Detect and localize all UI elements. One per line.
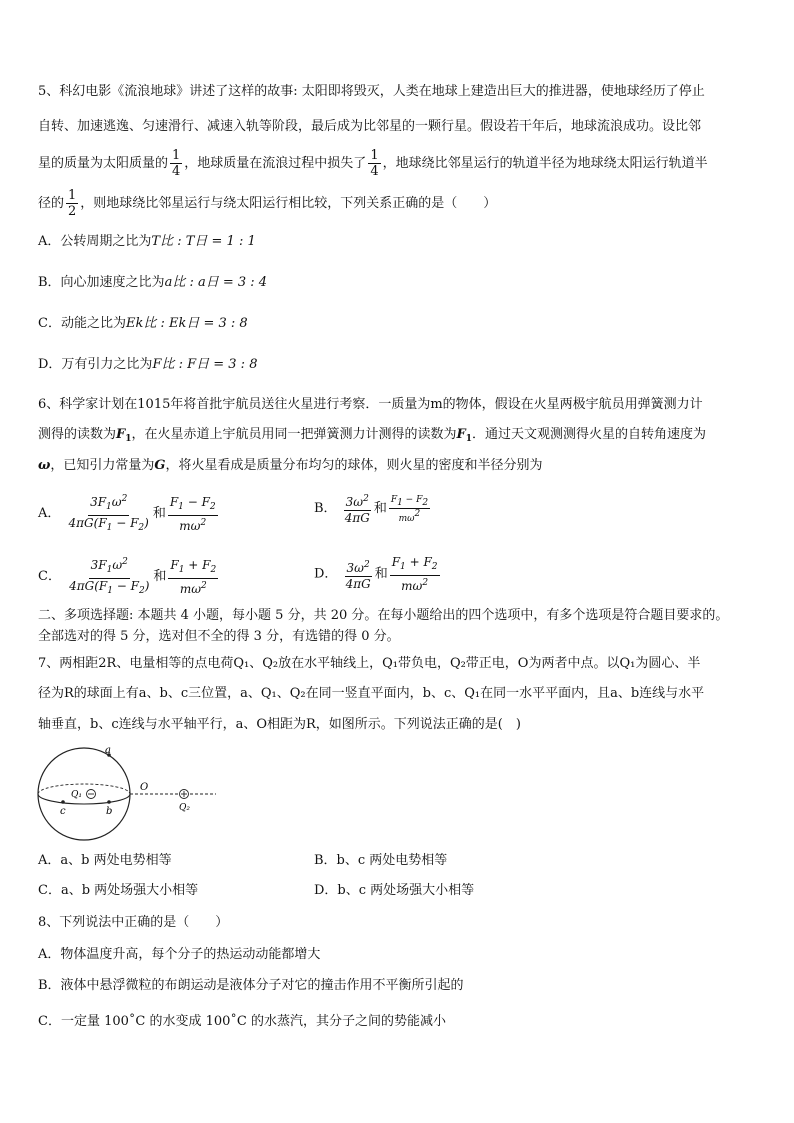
section-2-heading-2: 全部选对的得 5 分，选对但不全的得 3 分，有选错的得 0 分。 xyxy=(38,629,400,644)
q7-line-1: 7、两相距2R、电量相等的点电荷Q₁、Q₂放在水平轴线上，Q₁带负电，Q₂带正电，O为两者中点。以Q₁为圆心、半 xyxy=(38,656,701,671)
label-a: a xyxy=(105,745,111,756)
label-c: c xyxy=(60,806,66,817)
q7-line-3: 轴垂直，b、c连线与水平轴平行，a、O相距为R，如图所示。下列说法正确的是( ) xyxy=(38,717,521,732)
q7-option-d: D．b、c 两处场强大小相等 xyxy=(314,883,475,898)
q6-line-2: 测得的读数为$F_1$，在火星赤道上宇航员用同一把弹簧测力计测得的读数为$F_1$．通过天文观测测得火星的自转角速度为 xyxy=(38,427,707,444)
fraction-one-half: $\frac{1}{2}$ xyxy=(68,188,77,219)
q5-option-c: C．动能之比为Ek比 : Ek日 = 3 : 8 xyxy=(38,316,248,331)
q6-option-c: C． $\frac{3F_1\omega^2}{4\pi G(F_1 - F_2)}$ 和 $\frac{F_1 + F_2}{m\omega^2}$ xyxy=(38,557,217,596)
q6-line-1: 6、科学家计划在1015年将首批宇航员送往火星进行考察．一质量为m的物体，假设在火星两极宇航员用弹簧测力计 xyxy=(38,397,703,412)
q5-option-b: B．向心加速度之比为a比 : a日 = 3 : 4 xyxy=(38,275,268,290)
q5-option-d: D．万有引力之比为F比 : F日 = 3 : 8 xyxy=(38,357,258,372)
q6-option-b: B． $\frac{3\omega^2}{4\pi G}$ 和 $\frac{F1 - F2}{m\omega 2}$ xyxy=(314,494,429,525)
q5-line-1: 5、科幻电影《流浪地球》讲述了这样的故事: 太阳即将毁灭，人类在地球上建造出巨大的推进器，使地球经历了停止 xyxy=(38,84,705,99)
q8-option-b: B．液体中悬浮微粒的布朗运动是液体分子对它的撞击作用不平衡所引起的 xyxy=(38,978,464,993)
q7-option-a: A．a、b 两处电势相等 xyxy=(38,853,172,868)
q6-option-a: A． $\frac{3F_1\omega^2}{4\pi G(F_1 - F_2)}$ 和 $\frac{F_1 - F_2}{m\omega^2}$ xyxy=(38,494,216,533)
q6-line-3: ω，已知引力常量为G，将火星看成是质量分布均匀的球体，则火星的密度和半径分别为 xyxy=(38,458,543,473)
q7-option-c: C．a、b 两处场强大小相等 xyxy=(38,883,199,898)
q5-option-a: A．公转周期之比为T比 : T日 = 1 : 1 xyxy=(38,234,256,249)
section-2-heading-1: 二、多项选择题: 本题共 4 小题，每小题 5 分，共 20 分。在每小题给出的四个选项中，有多个选项是符合题目要求的。 xyxy=(38,608,729,623)
point-b xyxy=(107,800,111,804)
label-q2: Q₂ xyxy=(179,803,190,813)
fraction-one-quarter-2: $\frac{1}{4}$ xyxy=(370,148,379,179)
equator-front xyxy=(38,794,130,804)
q6-option-d: D． $\frac{3\omega^2}{4\pi G}$ 和 $\frac{F_1 + F_2}{m\omega^2}$ xyxy=(314,555,438,593)
point-c xyxy=(61,800,65,804)
label-b: b xyxy=(106,806,113,817)
q7-option-b: B．b、c 两处电势相等 xyxy=(314,853,448,868)
equator-back xyxy=(38,784,130,794)
q5-line-2: 自转、加速逃逸、匀速滑行、减速入轨等阶段，最后成为比邻星的一颗行星。假设若干年后，地球流浪成功。设比邻 xyxy=(38,119,702,134)
fraction-one-quarter: $\frac{1}{4}$ xyxy=(172,148,181,179)
q5-line-3: 星的质量为太阳质量的 $\frac{1}{4}$ ，地球质量在流浪过程中损失了 $\frac{1}{4}$ ，地球绕比邻星运行的轨道半径为地球绕太阳运行轨道半 xyxy=(38,148,708,179)
q7-line-2: 径为R的球面上有a、b、c三位置，a、Q₁、Q₂在同一竖直平面内，b、c、Q₁在同一水平平面内，且a、b连线与水平 xyxy=(38,686,705,701)
label-o: O xyxy=(140,782,149,793)
q8-line-1: 8、下列说法中正确的是（ ） xyxy=(38,915,229,930)
q8-option-a: A．物体温度升高，每个分子的热运动动能都增大 xyxy=(38,947,321,962)
label-q1: Q₁ xyxy=(71,790,82,800)
q8-option-c: C．一定量 100˚C 的水变成 100˚C 的水蒸汽，其分子之间的势能减小 xyxy=(38,1014,446,1029)
q7-sphere-diagram xyxy=(36,744,226,844)
sphere-outline xyxy=(38,748,130,840)
q5-line-4: 径的 $\frac{1}{2}$ ，则地球绕比邻星运行与绕太阳运行相比较，下列关系正确的是（ ） xyxy=(38,188,497,219)
